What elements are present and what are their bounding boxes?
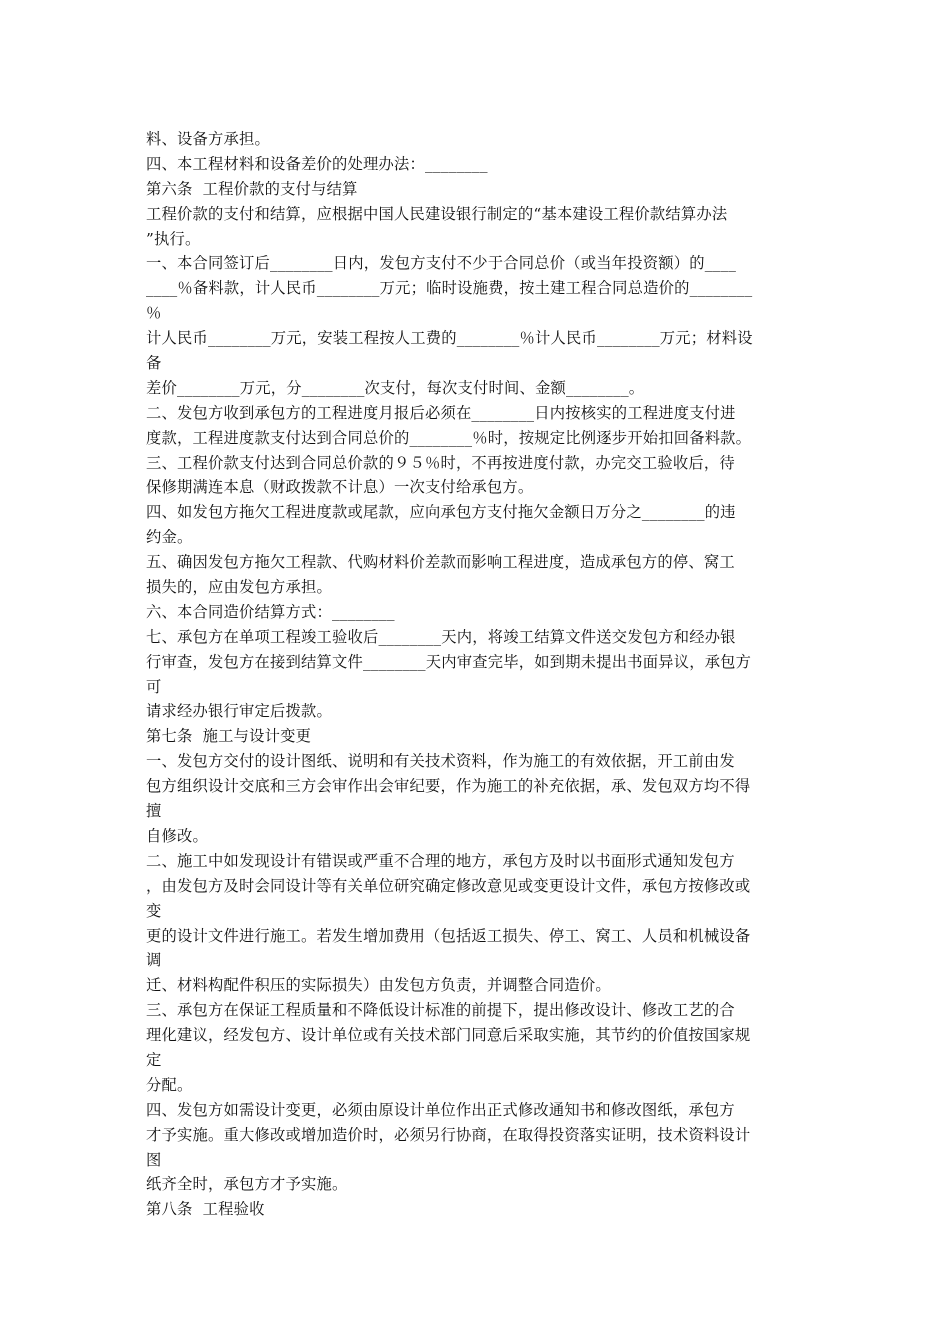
text-line: 料、设备方承担。 <box>146 130 270 148</box>
text-line: 可 <box>146 677 162 696</box>
text-line: 三、工程价款支付达到合同总价款的９５％时，不再按进度付款，办完交工验收后，待 <box>146 453 735 472</box>
text-line: 四、本工程材料和设备差价的处理办法：________ <box>146 154 488 173</box>
text-line: ”执行。 <box>146 229 201 248</box>
section-heading: 第八条 工程验收 <box>146 1200 265 1219</box>
text-line: 三、承包方在保证工程质量和不降低设计标准的前提下，提出修改设计、修改工艺的合 <box>146 1001 735 1020</box>
text-line: ，由发包方及时会同设计等有关单位研究确定修改意见或变更设计文件，承包方按修改或 <box>146 876 751 895</box>
text-line: 七、承包方在单项工程竣工验收后________天内，将竣工结算文件送交发包方和经办银 <box>146 627 736 646</box>
text-line: 定 <box>146 1050 162 1069</box>
text-line: 分配。 <box>146 1075 193 1094</box>
text-line: 四、如发包方拖欠工程进度款或尾款，应向承包方支付拖欠金额日万分之________的违 <box>146 503 736 522</box>
section-heading: 第七条 施工与设计变更 <box>146 727 312 746</box>
text-line: 工程价款的支付和结算，应根据中国人民建设银行制定的“基本建设工程价款结算办法 <box>146 204 728 223</box>
text-line: 纸齐全时，承包方才予实施。 <box>146 1175 348 1194</box>
text-line: 一、发包方交付的设计图纸、说明和有关技术资料，作为施工的有效依据，开工前由发 <box>146 752 735 771</box>
text-line: 行审查，发包方在接到结算文件________天内审查完毕，如到期未提出书面异议，承包方 <box>146 652 752 671</box>
text-line: 计人民币________万元，安装工程按人工费的________％计人民币________万元；材料设 <box>146 329 753 348</box>
text-line: 二、施工中如发现设计有错误或严重不合理的地方，承包方及时以书面形式通知发包方 <box>146 851 735 870</box>
text-line: 六、本合同造价结算方式：________ <box>146 602 395 621</box>
text-line: 约金。 <box>146 528 193 547</box>
text-line: 请求经办银行审定后拨款。 <box>146 702 332 721</box>
text-line: 二、发包方收到承包方的工程进度月报后必须在________日内按核实的工程进度支付进 <box>146 403 736 422</box>
text-line: 自修改。 <box>146 826 208 845</box>
text-line: 四、发包方如需设计变更，必须由原设计单位作出正式修改通知书和修改图纸，承包方 <box>146 1100 735 1119</box>
text-line: 迁、材料构配件积压的实际损失）由发包方负责，并调整合同造价。 <box>146 976 611 995</box>
text-line: 五、确因发包方拖欠工程款、代购材料价差款而影响工程进度，造成承包方的停、窝工 <box>146 553 735 572</box>
text-line: 保修期满连本息（财政拨款不计息）一次支付给承包方。 <box>146 478 534 497</box>
text-line: 更的设计文件进行施工。若发生增加费用（包括返工损失、停工、窝工、人员和机械设备 <box>146 926 751 945</box>
text-line: 才予实施。重大修改或增加造价时，必须另行协商，在取得投资落实证明，技术资料设计 <box>146 1125 751 1144</box>
text-line: 包方组织设计交底和三方会审作出会审纪要，作为施工的补充依据，承、发包双方均不得 <box>146 777 751 796</box>
text-line: 调 <box>146 951 162 970</box>
text-line: 变 <box>146 901 162 920</box>
text-line: 备 <box>146 354 162 373</box>
document-body <box>146 127 806 1222</box>
text-line: ____％备料款，计人民币________万元；临时设施费，按土建工程合同总造价的________ <box>146 279 753 298</box>
text-line: 度款，工程进度款支付达到合同总价的________％时，按规定比例逐步开始扣回备料款。 <box>146 428 752 447</box>
text-line: 理化建议，经发包方、设计单位或有关技术部门同意后采取实施，其节约的价值按国家规 <box>146 1026 751 1045</box>
text-line: 损失的，应由发包方承担。 <box>146 578 332 597</box>
text-line: ％ <box>146 304 162 323</box>
text-line: 一、本合同签订后________日内，发包方支付不少于合同总价（或当年投资额）的____ <box>146 254 737 273</box>
section-heading: 第六条 工程价款的支付与结算 <box>146 179 358 198</box>
text-line: 差价________万元，分________次支付，每次支付时间、金额________。 <box>146 378 645 397</box>
text-line: 擅 <box>146 802 162 821</box>
text-line: 图 <box>146 1150 162 1169</box>
